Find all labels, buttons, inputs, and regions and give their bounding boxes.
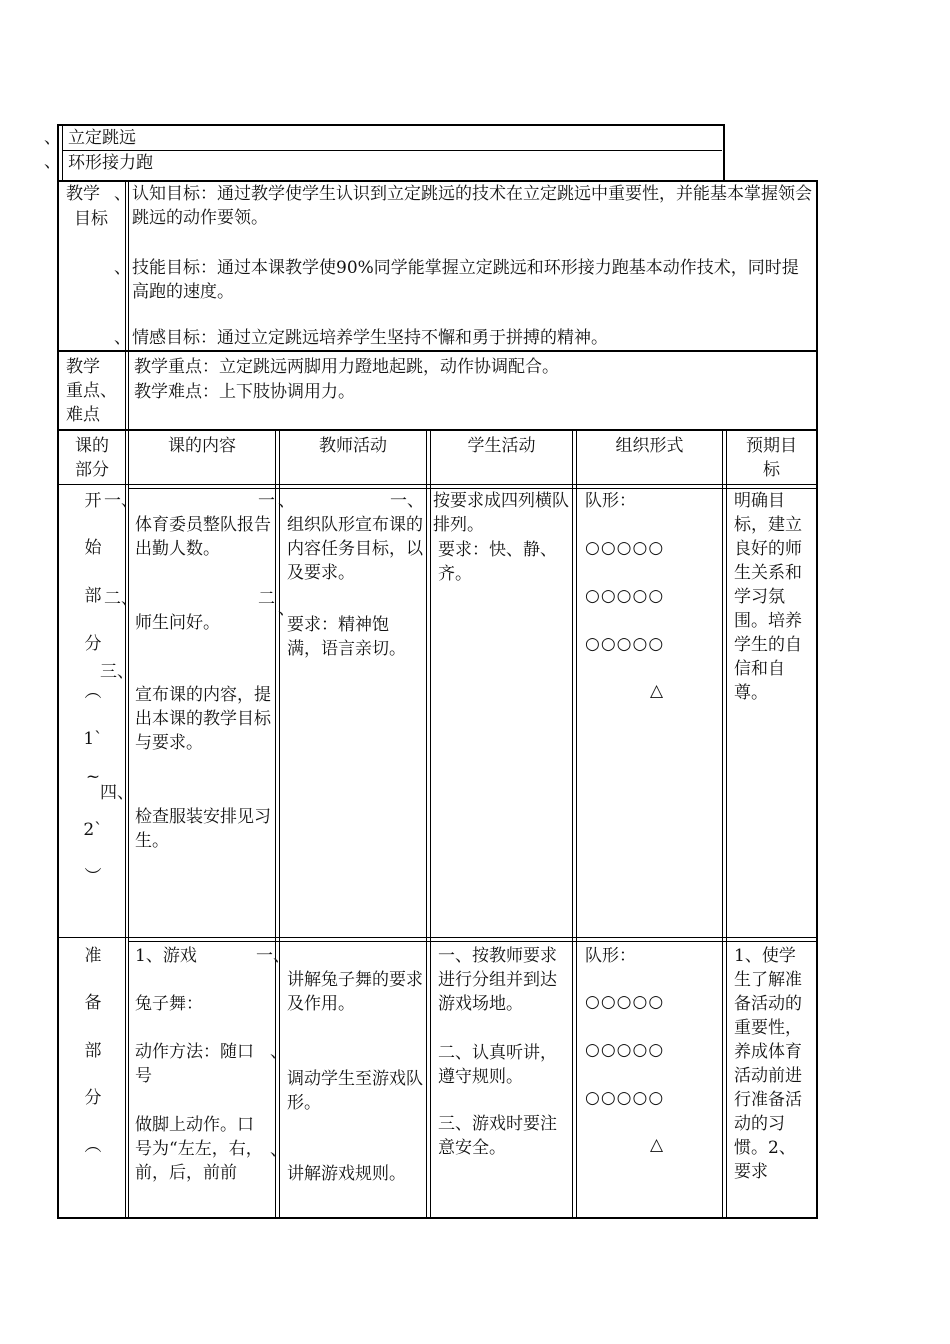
section2-label-0: 准 [84, 946, 102, 966]
teaching-difficulty: 教学难点：上下肢协调用力。 [134, 382, 355, 402]
col-divider-2a [426, 431, 427, 1217]
section2-content-3: 动作方法：随口号 [135, 1042, 254, 1086]
topic-item-2: 环形接力跑 [68, 153, 153, 173]
topic-box-right [723, 124, 725, 182]
section1-teacher-position: △ [650, 681, 664, 701]
section2-org-row-3: ○○○○○ [585, 1088, 665, 1108]
section1-teacher-mark-2: 、 [278, 599, 295, 619]
table-left-border [57, 180, 59, 1219]
col-divider-3a [572, 431, 573, 1217]
section1-num-2: 二、 [104, 589, 138, 609]
topic-box-divider [62, 150, 722, 151]
teacher-mark-right: 一、 [390, 491, 424, 511]
section2-label-2: 部 [84, 1041, 102, 1061]
section1-org-title: 队形： [585, 491, 636, 511]
col-divider-4a [722, 431, 723, 1217]
skill-objective: 技能目标：通过本课教学使90%同学能掌握立定跳远和环形接力跑基本动作技术，同时提高跑的速度。 [132, 258, 799, 302]
row-divider-section1-inner [129, 941, 816, 942]
section1-content-mark-2: 二 [258, 589, 275, 609]
section2-content-mark-3: 、 [270, 1140, 287, 1160]
section1-content-3: 宣布课的内容，提出本课的教学目标与要求。 [135, 685, 271, 753]
keypoints-label: 教学 重点、 难点 [66, 357, 117, 425]
col-divider-2b [430, 431, 431, 1217]
section2-student-2: 二、认真听讲，遵守规则。 [438, 1043, 557, 1087]
topic-box-top [57, 124, 725, 126]
section2-student-3: 三、游戏时要注意安全。 [438, 1114, 557, 1158]
section1-num-3: 三、 [100, 662, 134, 682]
topic-box-inner [62, 126, 63, 180]
topic-mark-1: 、 [44, 128, 61, 148]
section1-content-2: 师生问好。 [135, 613, 220, 633]
section1-student-1: 按要求成四列横队排列。 [433, 491, 569, 535]
section2-content-1: 1、游戏 [135, 946, 197, 966]
objectives-label-1: 教学 [66, 184, 100, 204]
cognitive-objective: 认知目标：通过教学使学生认识到立定跳远的技术在立定跳远中重要性，并能基本掌握领会跳远的动作要领。 [132, 184, 812, 228]
section1-label-1: 始 [84, 538, 102, 558]
section1-student-2: 要求：快、静、齐。 [438, 540, 557, 584]
table-right-border [816, 180, 818, 1219]
section1-label-3: 分 [84, 634, 102, 654]
section1-org-row-1: ○○○○○ [585, 538, 665, 558]
teacher-mark-left: 、 [278, 491, 295, 511]
section2-content-2: 兔子舞： [135, 994, 203, 1014]
section2-content-mark-2: 、 [270, 1042, 287, 1062]
objectives-mark-3: 、 [114, 328, 131, 348]
section1-label-0: 开 [84, 491, 102, 511]
objectives-mark-1: 、 [114, 184, 131, 204]
section1-teacher-1: 组织队形宣布课的内容任务目标，以及要求。 [287, 515, 423, 583]
section1-label-7: 2` [83, 820, 103, 840]
col-divider-1a [275, 431, 276, 1217]
section1-org-row-2: ○○○○○ [585, 586, 665, 606]
section2-teacher-2: 调动学生至游戏队形。 [287, 1069, 423, 1113]
header-organization: 组织形式 [615, 436, 684, 456]
section1-label-8: ︶ [84, 867, 102, 887]
section1-label-6: ~ [85, 767, 101, 787]
section1-label-2: 部 [84, 586, 102, 606]
section2-label-3: 分 [84, 1088, 102, 1108]
objectives-mark-2: 、 [114, 258, 131, 278]
section2-org-row-2: ○○○○○ [585, 1040, 665, 1060]
section1-org-row-3: ○○○○○ [585, 634, 665, 654]
section2-org-title: 队形： [585, 946, 636, 966]
header-student: 学生活动 [467, 436, 536, 456]
section1-teacher-marks [278, 489, 424, 513]
section1-content-mark-1: 一 [258, 491, 275, 511]
objectives-label-2: 目标 [74, 209, 108, 229]
col-divider-4b [726, 431, 727, 1217]
section2-content-mark-1: 一、 [256, 946, 290, 966]
section2-teacher-position: △ [650, 1135, 664, 1155]
row-divider-header [59, 484, 816, 485]
header-content: 课的内容 [168, 436, 236, 456]
row-divider-keypoints [59, 429, 816, 431]
topic-item-1: 立定跳远 [68, 128, 136, 148]
section1-num-4: 四、 [100, 783, 134, 803]
col-divider-1b [279, 431, 280, 1217]
affective-objective: 情感目标：通过立定跳远培养学生坚持不懈和勇于拼搏的精神。 [132, 328, 608, 348]
row-divider-section1 [59, 937, 816, 938]
teaching-focus: 教学重点：立定跳远两脚用力蹬地起跳，动作协调配合。 [134, 357, 559, 377]
section1-goal: 明确目标，建立良好的师生关系和学习氛围。培养学生的自信和自尊。 [734, 491, 802, 703]
section1-num-1: 一、 [104, 491, 138, 511]
section1-label-5: 1` [83, 729, 103, 749]
section2-teacher-1: 讲解兔子舞的要求及作用。 [287, 970, 423, 1014]
section2-org-row-1: ○○○○○ [585, 992, 665, 1012]
section1-content-4: 检查服装安排见习生。 [135, 807, 271, 851]
table-bottom-border [57, 1217, 818, 1219]
section2-label-1: 备 [84, 993, 102, 1013]
section2-student-1: 一、按教师要求进行分组并到达游戏场地。 [438, 946, 557, 1014]
header-goal: 预期目 标 [746, 436, 797, 480]
row-divider-objectives [59, 350, 816, 352]
section2-teacher-3: 讲解游戏规则。 [287, 1164, 406, 1184]
topic-mark-2: 、 [44, 152, 61, 172]
section1-teacher-2: 要求：精神饱满，语言亲切。 [287, 615, 406, 659]
header-teacher: 教师活动 [319, 436, 387, 456]
header-part: 课的 部分 [75, 436, 109, 480]
section2-goal: 1、使学生了解准备活动的重要性，养成体育活动前进行准备活动的习惯。2、要求 [734, 946, 802, 1182]
section1-content-1: 体育委员整队报告出勤人数。 [135, 515, 271, 559]
section2-content-4: 做脚上动作。口号为“左左，右，前，后，前前 [135, 1115, 263, 1183]
section2-label-4: ︵ [84, 1136, 102, 1156]
col-divider-3b [576, 431, 577, 1217]
section1-label-4: ︵ [84, 682, 102, 702]
